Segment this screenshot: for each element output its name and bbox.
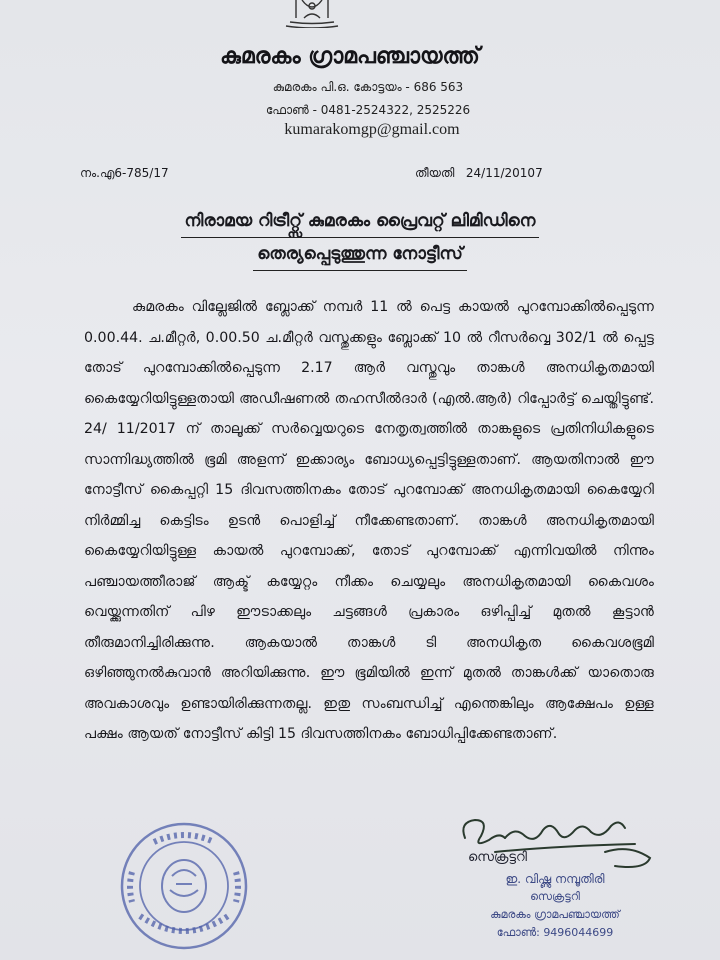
organization-title: കുമരകം ഗ്രാമപഞ്ചായത്ത് [220,44,480,69]
signatory-role: സെക്രട്ടറി [468,850,527,865]
date-label: തീയതി [415,166,455,180]
notice-body: കുമരകം വില്ലേജിൽ ബ്ലോക്ക് നമ്പർ 11 ൽ പെട്ട കായൽ പുറമ്പോക്കിൽപ്പെടുന്ന 0.00.44. ച.മീറ്റർ, 0.00.50 ച.മീറ്റർ വസ്തുക്കളും ബ്ലോക്ക് 10 ൽ റീസർവ്വെ 302/1 ൽ പ്പെട്ട തോട് പുറമ്പോക്കിൽപ്പെടുന്ന 2.17 ആർ വസ്തുവും താങ്കൾ അനധികൃതമായി കൈയ്യേറിയിട്ടുള്ളതായി അഡീഷണൽ തഹസീൽദാർ (എൽ.ആർ) റിപ്പോർട്ട് ചെയ്തിട്ടുണ്ട്. 24/ 11/2017 ന് താലൂക്ക് സർവ്വെയറുടെ നേതൃത്വത്തിൽ താങ്കളുടെ പ്രതിനിധികളുടെ സാന്നിദ്ധ്യത്തിൽ ഭൂമി അളന്ന് ഇക്കാര്യം ബോധ്യപ്പെട്ടിട്ടുള്ളതാണ്. ആയതിനാൽ ഈ നോട്ടീസ് കൈപ്പറ്റി 15 ദിവസത്തിനകം തോട് പുറമ്പോക്ക് അനധികൃതമായി കൈയ്യേറി നിർമ്മിച്ച കെട്ടിടം ഉടൻ പൊളിച്ച് നീക്കേണ്ടതാണ്. താങ്കൾ അനധികൃതമായി കൈയ്യേറിയിട്ടുള്ള കായൽ പുറമ്പോക്ക്, തോട് പുറമ്പോക്ക് എന്നിവയിൽ നിന്നും പഞ്ചായത്തീരാജ് ആക്ട് കയ്യേറ്റം നീക്കം ചെയ്യലും അനധികൃതമായി കൈവശം വെയ്ക്കുന്നതിന് പിഴ ഈടാക്കലും ചട്ടങ്ങൾ പ്രകാരം ഒഴിപ്പിച്ച് മുതൽ കൂട്ടാൻ തീരുമാനിച്ചിരിക്കുന്നു. ആകയാൽ താങ്കൾ ടി അനധികൃത കൈവശഭൂമി ഒഴിഞ്ഞുനൽകുവാൻ അറിയിക്കുന്നു. ഈ ഭൂമിയിൽ ഇന്ന് മുതൽ താങ്കൾക്ക് യാതൊരു അവകാശവും ഉണ്ടായിരിക്കുന്നതല്ല. ഇതു സംബന്ധിച്ച് എന്തെങ്കിലും ആക്ഷേപം ഉള്ള പക്ഷം ആയത് നോട്ടീസ് കിട്ടി 15 ദിവസത്തിനകം ബോധിപ്പിക്കേണ്ടതാണ്. [84,299,654,742]
email-address: kumarakomgp@gmail.com [284,121,460,138]
date-value: 24/11/20107 [465,166,543,180]
notice-subject [110,205,610,271]
stamp-role: സെക്രട്ടറി [530,890,580,903]
stamp-phone: ഫോൺ: 9496044699 [496,926,614,939]
phone-line: ഫോൺ - 0481-2524322, 2525226 [265,103,471,117]
panchayat-seal-icon [118,820,250,952]
reference-number: നം.എ6-785/17 [80,166,169,180]
subject-line-1: നിരാമയ റിട്രീറ്റ്സ് കുമരകം പ്രൈവറ്റ് ലിമിഡിനെ [181,205,540,238]
stamp-organization: കുമരകം ഗ്രാമപഞ്ചായത്ത് [490,908,620,921]
stamp-name: ഇ. വിഷ്ണു നമ്പൂതിരി [505,872,605,886]
date-line [415,166,543,181]
address-line: കുമരകം പി.ഒ. കോട്ടയം - 686 563 [272,80,464,94]
kerala-emblem-icon [280,0,344,28]
subject-line-2: തെര്യപ്പെടുത്തുന്ന നോട്ടീസ് [253,238,467,271]
